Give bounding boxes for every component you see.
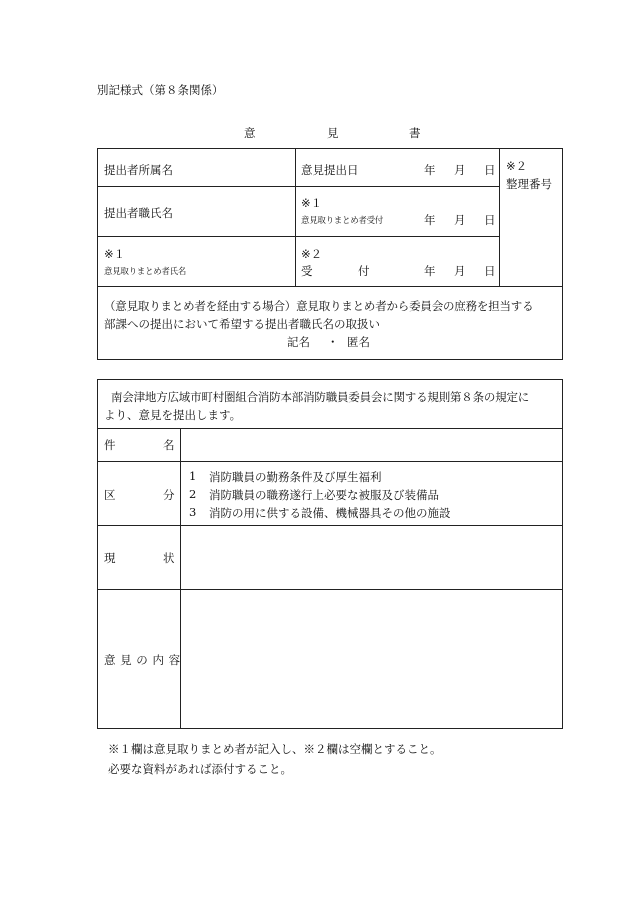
- option-named: 記名: [287, 335, 310, 349]
- divider: [97, 525, 563, 526]
- subject-char-2: 名: [163, 438, 175, 452]
- date-day-unit: 日: [484, 264, 496, 278]
- date-year-unit: 年: [424, 213, 436, 227]
- category-item: 消防職員の職務遂行上必要な被服及び装備品: [209, 488, 439, 502]
- date-month-unit: 月: [454, 163, 466, 177]
- category-number: 1: [189, 469, 197, 483]
- divider: [97, 236, 499, 237]
- note1-mark: ※１: [301, 196, 323, 210]
- submitter-affiliation-label: 提出者所属名: [104, 163, 173, 177]
- opinion-content-label: 意 見 の 内 容: [104, 653, 181, 667]
- title-char-2: 見: [327, 126, 339, 140]
- intro-line1: 南会津地方広域市町村圏組合消防本部消防職員委員会に関する規則第８条の規定に: [111, 390, 530, 404]
- note1-mark: ※１: [104, 247, 126, 261]
- divider: [180, 428, 181, 729]
- note2-mark: ※２: [301, 247, 323, 261]
- date-month-unit: 月: [454, 213, 466, 227]
- category-item: 消防の用に供する設備、機械器具その他の施設: [209, 506, 451, 520]
- coordinator-received-label: 意見取りまとめ者受付: [301, 216, 384, 226]
- reference-number-label: 整理番号: [506, 177, 552, 191]
- footnote-2: 必要な資料があれば添付すること。: [108, 762, 292, 776]
- reception-char-1: 受: [301, 264, 313, 278]
- date-year-unit: 年: [424, 264, 436, 278]
- submission-date-label: 意見提出日: [301, 163, 359, 177]
- category-number: 3: [189, 505, 197, 519]
- category-number: 2: [189, 487, 197, 501]
- handling-note-line1: （意見取りまとめ者を経由する場合）意見取りまとめ者から委員会の庶務を担当する: [104, 299, 534, 313]
- date-month-unit: 月: [454, 264, 466, 278]
- option-separator: ・: [327, 335, 339, 349]
- footnote-1: ※１欄は意見取りまとめ者が記入し、※２欄は空欄とすること。: [108, 742, 442, 756]
- subject-char-1: 件: [104, 438, 116, 452]
- reception-char-2: 付: [358, 264, 370, 278]
- divider: [97, 461, 563, 462]
- date-day-unit: 日: [484, 213, 496, 227]
- category-char-2: 分: [163, 488, 175, 502]
- category-item: 消防職員の勤務条件及び厚生福利: [209, 470, 382, 484]
- date-year-unit: 年: [424, 163, 436, 177]
- divider: [499, 148, 500, 286]
- status-char-1: 現: [104, 551, 116, 565]
- divider: [97, 589, 563, 590]
- date-day-unit: 日: [484, 163, 496, 177]
- divider: [97, 286, 563, 287]
- coordinator-name-label: 意見取りまとめ者氏名: [104, 267, 187, 277]
- note2-mark: ※２: [506, 159, 528, 173]
- title-char-3: 書: [409, 126, 421, 140]
- category-char-1: 区: [104, 488, 116, 502]
- option-anonymous: 匿名: [347, 335, 370, 349]
- submitter-title-name-label: 提出者職氏名: [104, 206, 173, 220]
- divider: [97, 186, 499, 187]
- status-char-2: 状: [163, 551, 175, 565]
- handling-note-line2: 部課への提出において希望する提出者職氏名の取扱い: [104, 317, 380, 331]
- intro-line2: より、意見を提出します。: [104, 408, 242, 422]
- title-char-1: 意: [244, 126, 256, 140]
- form-label: 別記様式（第８条関係）: [97, 83, 224, 97]
- divider: [97, 428, 563, 429]
- divider: [295, 148, 296, 286]
